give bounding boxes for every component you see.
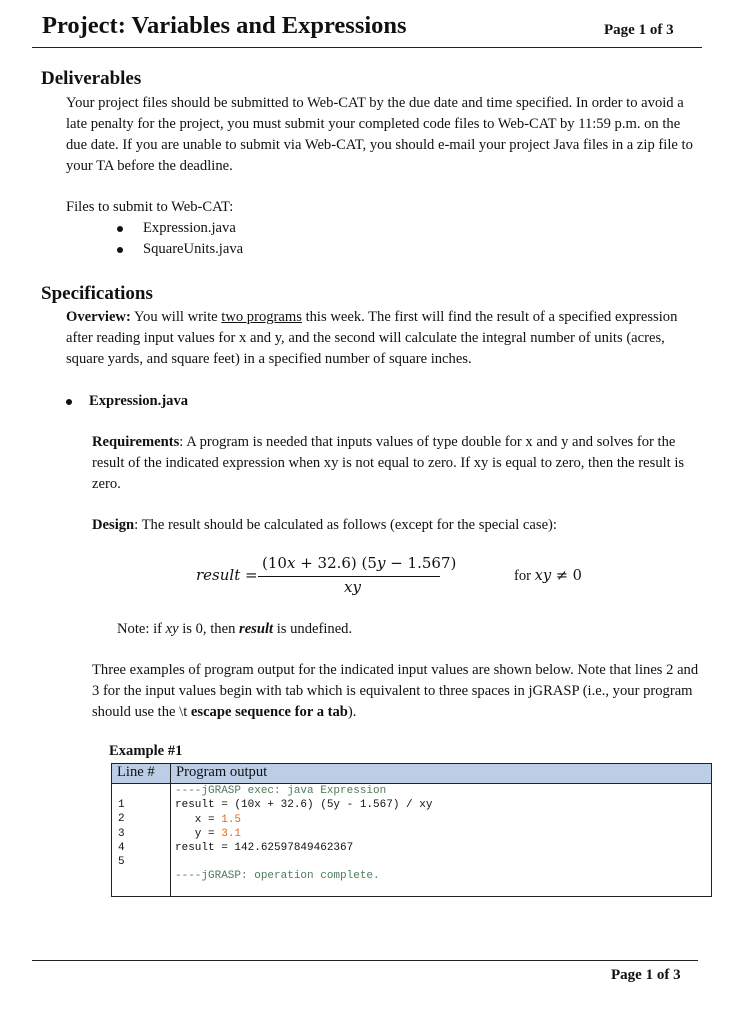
files-intro: Files to submit to Web-CAT:	[66, 199, 234, 215]
formula-numerator: (10x + 32.6) (5y − 1.567)	[262, 554, 457, 572]
formula-lhs: result =	[196, 566, 258, 584]
expression-item-title	[66, 391, 188, 412]
output-line: x = 1.5	[175, 813, 242, 826]
bullet-icon	[117, 226, 123, 232]
output-line: result = 142.62597849462367	[175, 842, 354, 855]
fraction-bar	[258, 576, 440, 577]
bullet-icon	[66, 399, 72, 405]
bullet-icon	[117, 247, 123, 253]
examples-intro-paragraph: Three examples of program output for the indicated input values are shown below. Note that lines 2 and 3 for the input values begin with tab which is equivalent to three spaces in jGRASP (i.e., your program should use the \t escape sequence for a tab).	[92, 662, 699, 720]
deliverables-heading: Deliverables	[41, 68, 142, 89]
file-list-item	[117, 218, 236, 239]
line-number: 3	[118, 827, 125, 840]
design-text: : The result should be calculated as follows (except for the special case):	[134, 517, 557, 533]
example-output-table	[111, 763, 712, 897]
overview-text: this week. The first will find the result of a specified expression after reading input values for x and y, and the second will calculate the integral number of units (acres, square yards, and square feet) in a specified number of square inches.	[66, 309, 678, 367]
overview-underlined: two programs	[221, 309, 302, 325]
output-line: result = (10x + 32.6) (5y - 1.567) / xy	[175, 799, 433, 812]
program-output	[171, 784, 712, 897]
formula-condition: for xy ≠ 0	[514, 567, 582, 584]
overview-text: You will write	[130, 309, 222, 325]
design-paragraph	[92, 515, 557, 536]
column-header-line: Line #	[112, 764, 171, 784]
line-number: 1	[118, 799, 125, 811]
design-label: Design	[92, 517, 135, 533]
file-name: SquareUnits.java	[143, 241, 244, 257]
specifications-heading: Specifications	[41, 283, 153, 304]
header-page-number: Page 1 of 3	[604, 22, 674, 38]
exec-line: ----jGRASP exec: java Expression	[175, 785, 387, 797]
overview-label: Overview:	[66, 309, 131, 325]
requirements-label: Requirements	[92, 434, 180, 450]
example-label: Example #1	[109, 743, 183, 759]
complete-line: ----jGRASP: operation complete.	[175, 870, 380, 883]
escape-sequence-bold: escape sequence for a tab	[190, 704, 348, 720]
input-value: 1.5	[221, 813, 242, 826]
output-line: y = 3.1	[175, 827, 242, 840]
expression-title: Expression.java	[89, 393, 189, 409]
line-number: 4	[118, 841, 125, 854]
requirements-text: : A program is needed that inputs values of type double for x and y and solves for the result of the indicated expression when xy is not equal to zero. If xy is equal to zero, then the result is zero.	[92, 434, 685, 492]
line-number: 2	[118, 813, 125, 826]
line-number-column	[112, 784, 171, 897]
page-title: Project: Variables and Expressions	[42, 12, 407, 39]
file-list-item	[117, 239, 243, 260]
input-value: 3.1	[221, 827, 242, 840]
requirements-paragraph	[92, 432, 707, 495]
note-paragraph: Note: if xy is 0, then result is undefined.	[117, 621, 353, 637]
header-divider	[32, 47, 702, 48]
column-header-output: Program output	[171, 764, 712, 784]
formula-denominator: xy	[344, 578, 361, 596]
footer-divider	[32, 960, 698, 961]
deliverables-paragraph: Your project files should be submitted to Web-CAT by the due date and time specified. In order to avoid a late penalty for the project, you must submit your completed code files to Web-CAT by 11:59 p.m. on the due date. If you are unable to submit via Web-CAT, you should e-mail your project Java files in a zip file to your TA before the deadline.	[66, 95, 693, 174]
footer-page-number: Page 1 of 3	[611, 967, 681, 983]
overview-paragraph	[66, 307, 706, 370]
file-name: Expression.java	[143, 220, 236, 236]
line-number: 5	[118, 856, 125, 869]
